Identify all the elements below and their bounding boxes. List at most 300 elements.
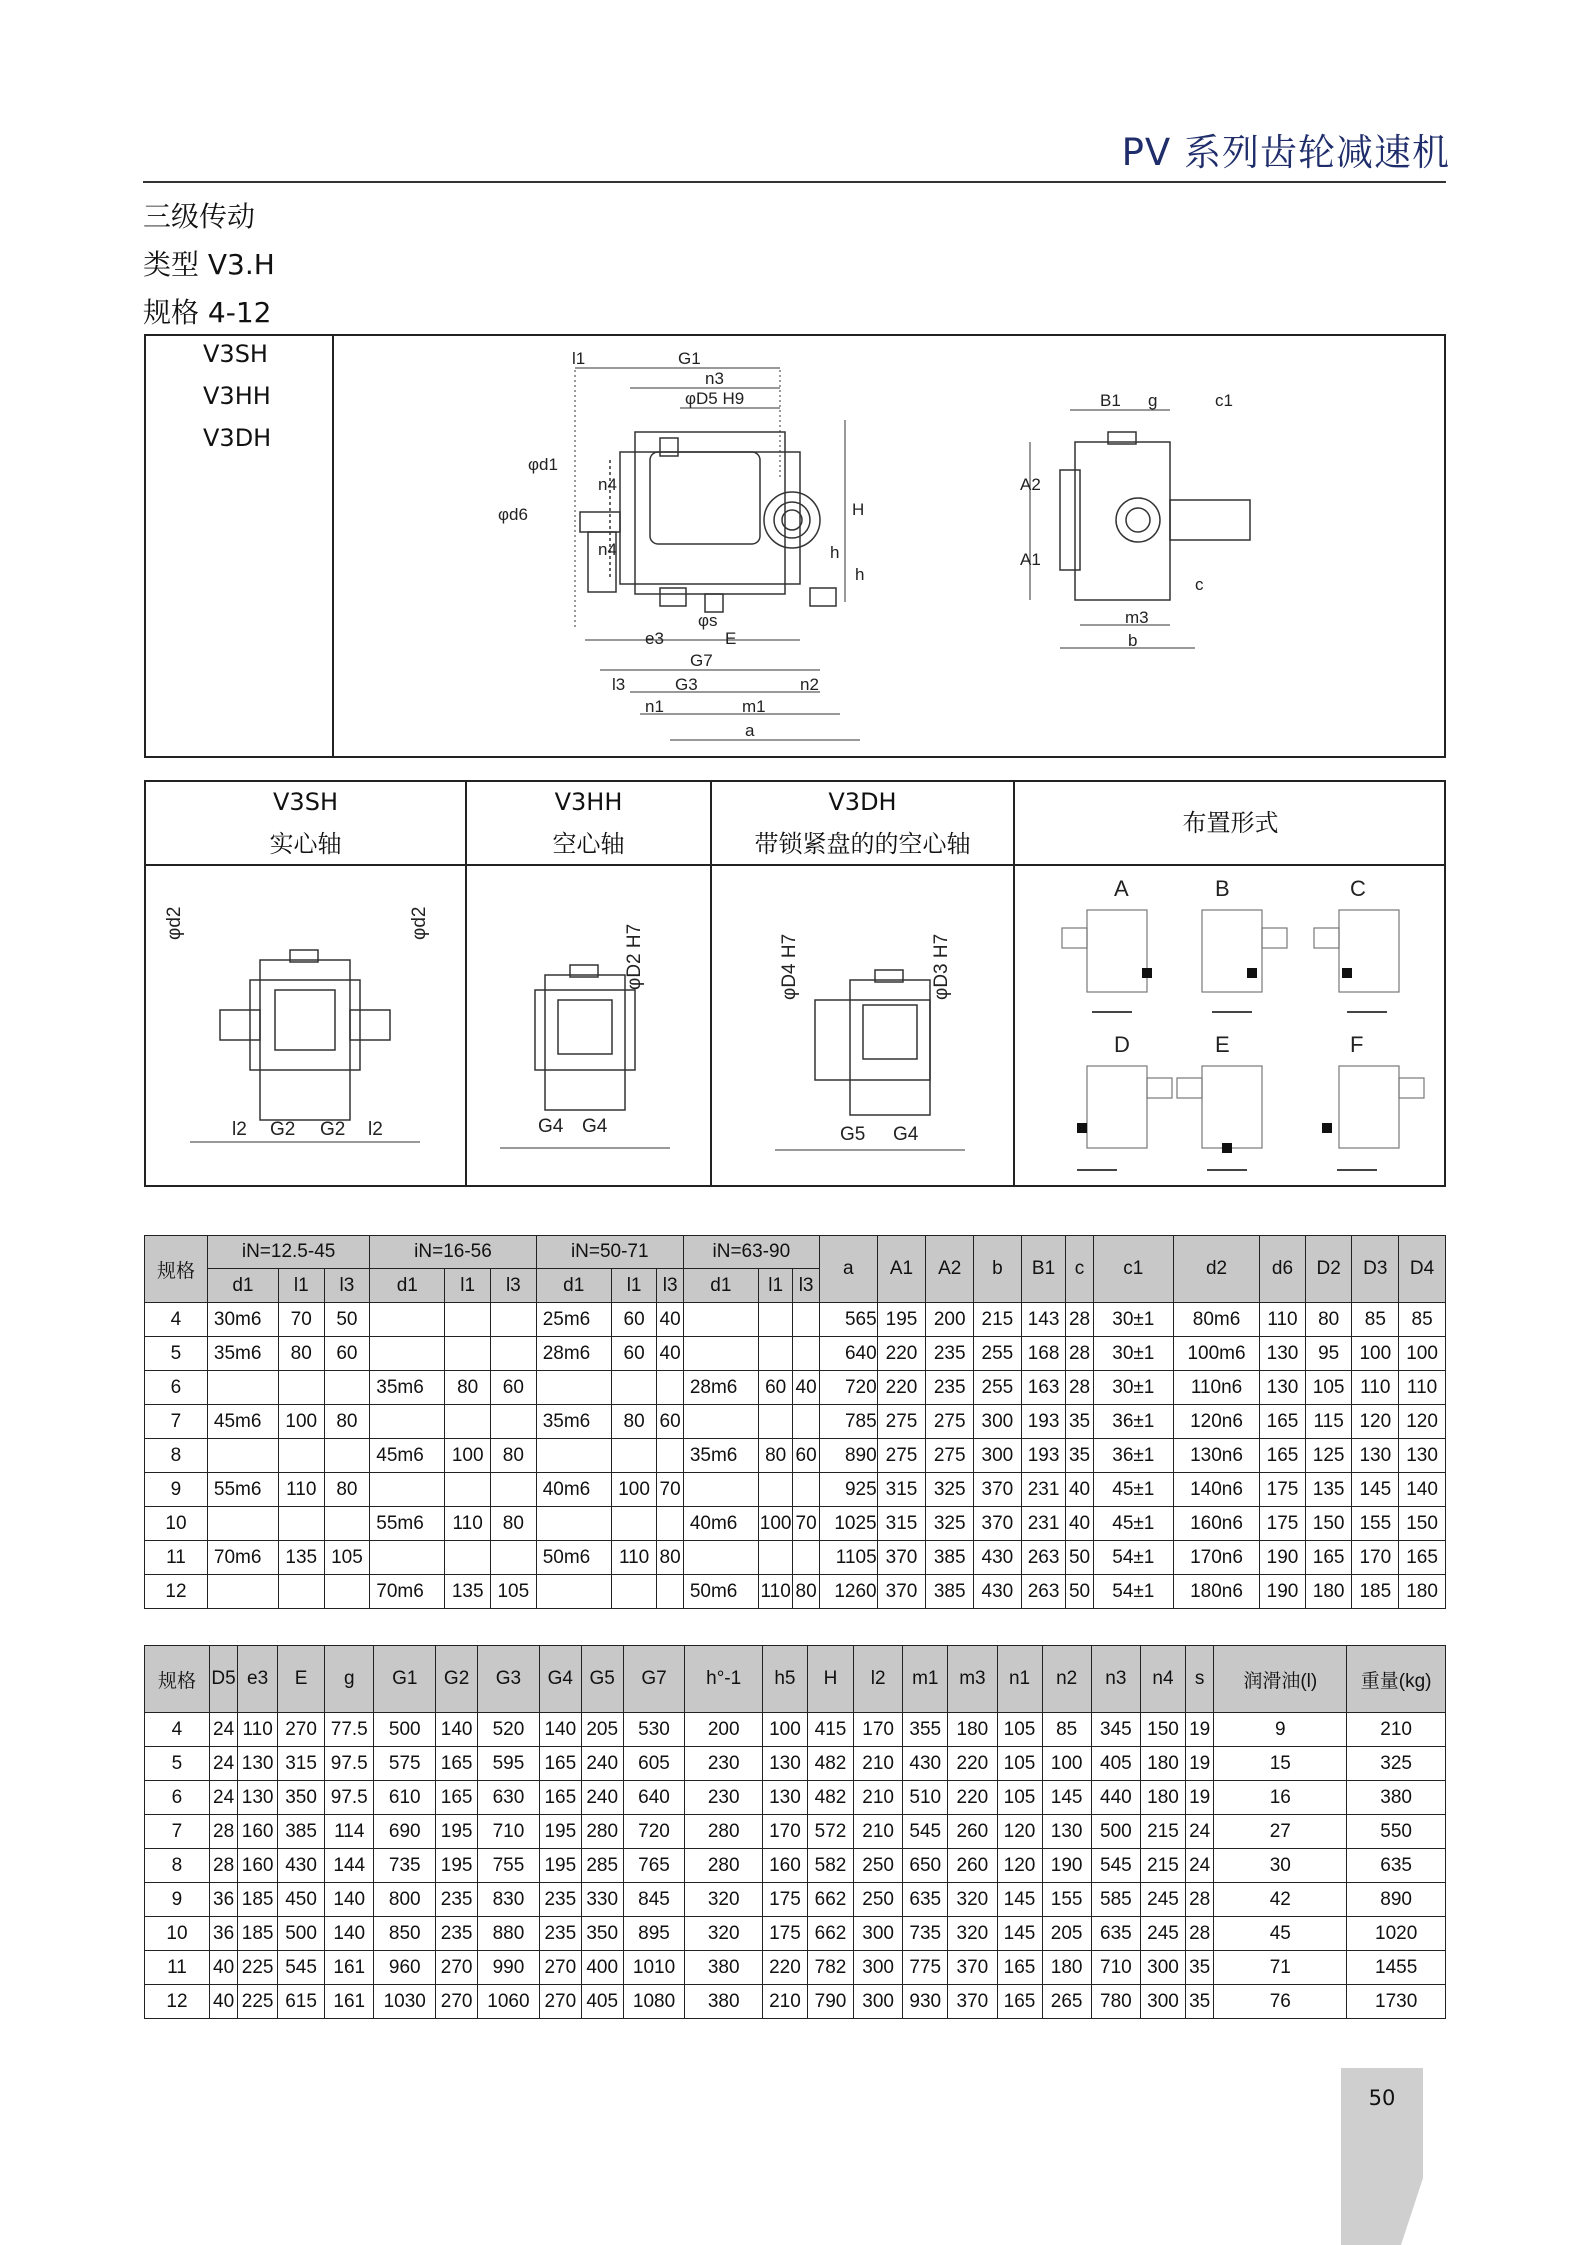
table-cell [370,1473,445,1507]
table-cell: 220 [948,1747,997,1781]
col-header: A2 [926,1236,974,1303]
table-cell: 85 [1042,1713,1091,1747]
dim-label: G2 [320,1119,346,1140]
table-cell: 800 [374,1883,436,1917]
table-cell: 130 [762,1781,807,1815]
table-cell: 325 [1347,1747,1446,1781]
table-cell: 545 [1091,1849,1140,1883]
table-cell: 36 [209,1917,237,1951]
table-cell: 250 [854,1883,903,1917]
table-cell: 40 [1066,1473,1093,1507]
table-cell: 630 [478,1781,540,1815]
table-cell: 30±1 [1093,1371,1173,1405]
table-cell: 195 [539,1815,581,1849]
table-cell: 440 [1091,1781,1140,1815]
table-cell [758,1473,793,1507]
col-header: a [819,1236,877,1303]
table-cell: 270 [539,1951,581,1985]
table-cell: 195 [539,1849,581,1883]
table-cell: 990 [478,1951,540,1985]
table-cell: 175 [762,1883,807,1917]
table-cell: 1455 [1347,1951,1446,1985]
dimension-table-2 [144,1645,1446,2019]
table-row [145,1849,1446,1883]
table-cell: 110 [1352,1371,1399,1405]
table-cell: 42 [1214,1883,1347,1917]
table-cell: 150 [1305,1507,1352,1541]
col-header: E [278,1646,325,1713]
table-cell: 210 [762,1985,807,2019]
sub-header: l3 [793,1269,819,1303]
table-cell: 235 [926,1337,974,1371]
table-cell: 24 [209,1747,237,1781]
table-cell: 130 [238,1781,278,1815]
dim-label: G4 [538,1116,564,1137]
table-cell: 7 [145,1815,210,1849]
table-cell: 205 [581,1713,623,1747]
table-cell: 500 [278,1917,325,1951]
table-cell: 300 [854,1917,903,1951]
table-cell: 1260 [819,1575,877,1609]
layout-letter: B [1215,876,1230,901]
dim-label: g [1148,391,1158,410]
table-cell: 585 [1091,1883,1140,1917]
table-cell: 775 [903,1951,948,1985]
table-row [145,1439,1446,1473]
table-cell: 110 [758,1575,793,1609]
table-cell: 16 [1214,1781,1347,1815]
table-cell: 50m6 [536,1541,611,1575]
sub-header: l3 [491,1269,537,1303]
table-cell: 160 [238,1815,278,1849]
table-cell: 960 [374,1951,436,1985]
table-cell [758,1541,793,1575]
table-cell: 780 [1091,1985,1140,2019]
table-cell: 50m6 [683,1575,758,1609]
table-cell: 565 [819,1303,877,1337]
table-cell: 9 [1214,1713,1347,1747]
table-cell: 185 [238,1883,278,1917]
table-cell: 4 [145,1303,208,1337]
gearbox-front-view [480,340,880,750]
table-cell: 77.5 [325,1713,374,1747]
table-cell: 430 [903,1747,948,1781]
table-cell: 240 [581,1781,623,1815]
table-cell: 575 [374,1747,436,1781]
table-cell: 130n6 [1173,1439,1259,1473]
table-cell: 85 [1399,1303,1446,1337]
table-cell [207,1439,278,1473]
table-cell: 605 [623,1747,685,1781]
table-cell: 30m6 [207,1303,278,1337]
layout-letter: E [1215,1032,1230,1057]
col-header: B1 [1021,1236,1066,1303]
table-cell: 163 [1021,1371,1066,1405]
table-cell: 300 [854,1951,903,1985]
table-cell: 54±1 [1093,1575,1173,1609]
table-cell: 165 [539,1781,581,1815]
dim-label: A1 [1020,550,1041,569]
table-cell: 300 [974,1405,1022,1439]
sub-header: d1 [207,1269,278,1303]
table-cell: 145 [997,1883,1042,1917]
table-cell: 105 [997,1781,1042,1815]
table-cell: 220 [877,1337,926,1371]
table-cell: 210 [854,1815,903,1849]
table-cell: 185 [1352,1575,1399,1609]
table-cell: 35 [1186,1951,1214,1985]
table-cell: 325 [926,1507,974,1541]
dim-label: G7 [690,651,713,670]
table-cell: 255 [974,1371,1022,1405]
table-cell: 662 [807,1883,853,1917]
table-cell: 275 [926,1405,974,1439]
table-cell: 255 [974,1337,1022,1371]
dimension-table-1 [144,1235,1446,1609]
table-cell: 845 [623,1883,685,1917]
col-header: e3 [238,1646,278,1713]
table-cell [370,1303,445,1337]
dim-label: m1 [742,697,766,716]
table-cell: 40m6 [536,1473,611,1507]
dim-label: l3 [612,675,626,694]
table-cell: 370 [877,1541,926,1575]
table-cell: 275 [926,1439,974,1473]
table-cell: 782 [807,1951,853,1985]
dim-label: B1 [1100,391,1121,410]
dim-label: b [1128,631,1138,650]
table-cell: 35m6 [683,1439,758,1473]
table-cell: 30±1 [1093,1303,1173,1337]
table-cell: 263 [1021,1541,1066,1575]
table-cell: 35 [1186,1985,1214,2019]
col-header: m1 [903,1646,948,1713]
table-cell: 635 [1091,1917,1140,1951]
table-cell: 180 [1042,1951,1091,1985]
table-cell: 85 [1352,1303,1399,1337]
table-cell: 482 [807,1747,853,1781]
table-cell: 280 [685,1849,763,1883]
table-cell: 120 [997,1849,1042,1883]
table-cell: 110n6 [1173,1371,1259,1405]
table-cell: 110 [1399,1371,1446,1405]
table-cell [683,1541,758,1575]
table-cell: 195 [877,1303,926,1337]
table-cell: 165 [1399,1541,1446,1575]
table-cell: 545 [278,1951,325,1985]
table-cell: 130 [762,1747,807,1781]
table-cell: 55m6 [370,1507,445,1541]
table-cell: 430 [974,1575,1022,1609]
table-cell: 230 [685,1747,763,1781]
table-cell: 320 [685,1883,763,1917]
table-cell: 60 [793,1439,819,1473]
table-row [145,1985,1446,2019]
table-cell: 130 [1260,1337,1306,1371]
sub-header: d1 [370,1269,445,1303]
table-cell: 180 [1305,1575,1352,1609]
table-cell [370,1405,445,1439]
table-row [145,1303,1446,1337]
table-cell: 1060 [478,1985,540,2019]
sub-header: l1 [611,1269,657,1303]
table-cell: 35m6 [370,1371,445,1405]
table-cell: 45 [1214,1917,1347,1951]
table-cell [793,1337,819,1371]
table-cell: 10 [145,1507,208,1541]
table-cell: 4 [145,1713,210,1747]
col-header: s [1186,1646,1214,1713]
dim-label: φd2 [409,906,430,940]
spec-transmission: 三级传动 [143,200,256,233]
table-cell: 5 [145,1747,210,1781]
table-cell: 230 [685,1781,763,1815]
col-header: D3 [1352,1236,1399,1303]
table-cell: 15 [1214,1747,1347,1781]
table-cell: 130 [1260,1371,1306,1405]
table-cell: 200 [685,1713,763,1747]
table-cell: 200 [926,1303,974,1337]
col-header: G1 [374,1646,436,1713]
table-cell: 80 [1305,1303,1352,1337]
table-cell: 140 [436,1713,478,1747]
col-header: G3 [478,1646,540,1713]
table-cell [657,1507,683,1541]
table-cell: 70 [657,1473,683,1507]
sub-header: d1 [683,1269,758,1303]
table-cell: 143 [1021,1303,1066,1337]
table-cell: 135 [445,1575,491,1609]
table-cell: 70m6 [370,1575,445,1609]
page-title: PV 系列齿轮减速机 [1121,131,1450,174]
table-cell: 27 [1214,1815,1347,1849]
table-cell: 430 [278,1849,325,1883]
table-cell: 11 [145,1951,210,1985]
table-cell [491,1303,537,1337]
table-cell: 35m6 [536,1405,611,1439]
dim-label: φd1 [528,455,558,474]
table-cell: 1030 [374,1985,436,2019]
table-cell: 9 [145,1883,210,1917]
table-cell: 1020 [1347,1917,1446,1951]
table-cell: 30±1 [1093,1337,1173,1371]
dim-label: l1 [572,349,586,368]
col-header: n4 [1140,1646,1185,1713]
table-cell [445,1473,491,1507]
table-cell: 350 [278,1781,325,1815]
table-cell: 40 [657,1337,683,1371]
table-cell: 40 [209,1951,237,1985]
table-cell: 45m6 [207,1405,278,1439]
table-cell: 120 [1399,1405,1446,1439]
table-cell: 95 [1305,1337,1352,1371]
table-cell [278,1507,324,1541]
table-cell: 45m6 [370,1439,445,1473]
sub-header: l1 [278,1269,324,1303]
variant-label: V3SH [203,340,268,368]
table-cell: 36±1 [1093,1405,1173,1439]
table-cell: 80 [445,1371,491,1405]
col-header: h5 [762,1646,807,1713]
table-cell: 1080 [623,1985,685,2019]
table-cell: 193 [1021,1439,1066,1473]
table-cell: 50 [324,1303,370,1337]
layout-letter: C [1350,876,1366,901]
table-cell: 145 [1042,1781,1091,1815]
table-cell: 165 [1260,1439,1306,1473]
table-cell: 370 [974,1507,1022,1541]
table-cell: 105 [997,1747,1042,1781]
table-cell [536,1371,611,1405]
table-cell [793,1303,819,1337]
v3dh-drawing [715,870,1010,1180]
table-row [145,1575,1446,1609]
table-cell: 270 [436,1985,478,2019]
table-cell: 36 [209,1883,237,1917]
table-cell: 270 [278,1713,325,1747]
group-header: iN=12.5-45 [207,1236,369,1269]
col-header: G7 [623,1646,685,1713]
group-header: iN=50-71 [536,1236,683,1269]
table-cell: 130 [1399,1439,1446,1473]
table-cell [207,1507,278,1541]
table-cell: 115 [1305,1405,1352,1439]
table-cell: 105 [491,1575,537,1609]
table-cell: 140 [539,1713,581,1747]
table-cell [278,1439,324,1473]
table-cell: 165 [1260,1405,1306,1439]
table-cell: 315 [278,1747,325,1781]
table-cell [491,1337,537,1371]
table-cell: 190 [1260,1575,1306,1609]
table-cell: 325 [926,1473,974,1507]
dim-label: A2 [1020,475,1041,494]
variant-header-v3dh [712,781,1013,865]
table-cell [611,1507,657,1541]
table-cell: 150 [1399,1507,1446,1541]
table-cell: 385 [278,1815,325,1849]
table-cell: 270 [539,1985,581,2019]
table-cell: 890 [1347,1883,1446,1917]
table-cell: 24 [209,1781,237,1815]
table-cell: 165 [436,1747,478,1781]
table-cell: 520 [478,1713,540,1747]
table-cell: 405 [581,1985,623,2019]
group-header: iN=63-90 [683,1236,819,1269]
table-cell: 210 [854,1747,903,1781]
col-header: n3 [1091,1646,1140,1713]
table-cell: 19 [1186,1747,1214,1781]
dim-label: l2 [232,1119,247,1140]
table-cell: 100 [1352,1337,1399,1371]
table-cell: 155 [1042,1883,1091,1917]
table-cell [683,1337,758,1371]
table-cell: 180 [948,1713,997,1747]
table-cell: 100 [445,1439,491,1473]
table-cell: 80 [278,1337,324,1371]
table-cell: 140 [325,1917,374,1951]
table-cell: 190 [1042,1849,1091,1883]
table-cell: 735 [374,1849,436,1883]
table-cell: 100 [1042,1747,1091,1781]
table-cell: 120 [1352,1405,1399,1439]
table-cell: 175 [1260,1507,1306,1541]
table-cell: 80 [324,1405,370,1439]
dim-label: E [725,629,737,648]
table-cell: 245 [1140,1917,1185,1951]
table-cell: 100 [611,1473,657,1507]
group-header: iN=16-56 [370,1236,536,1269]
col-header: G2 [436,1646,478,1713]
table-cell: 220 [877,1371,926,1405]
dim-label: l2 [368,1119,383,1140]
dim-label: φD3 H7 [931,933,952,1000]
dim-label: φd2 [164,906,185,940]
table-cell: 8 [145,1439,208,1473]
table-cell: 168 [1021,1337,1066,1371]
table-cell [370,1337,445,1371]
sub-header: d1 [536,1269,611,1303]
col-header: c1 [1093,1236,1173,1303]
table-cell: 160 [238,1849,278,1883]
table-cell: 1730 [1347,1985,1446,2019]
table-cell: 80m6 [1173,1303,1259,1337]
variant-header-v3hh [467,781,710,865]
table-cell: 545 [903,1815,948,1849]
table-cell: 140 [1399,1473,1446,1507]
table-cell: 170 [1352,1541,1399,1575]
table-cell [324,1575,370,1609]
col-header: G5 [581,1646,623,1713]
table-cell: 285 [581,1849,623,1883]
table-cell: 300 [854,1985,903,2019]
variant-name: 实心轴 [269,830,342,858]
table-cell: 385 [926,1575,974,1609]
table-cell: 380 [685,1951,763,1985]
table-cell: 300 [974,1439,1022,1473]
table-cell: 28 [1186,1883,1214,1917]
table-cell: 35 [1066,1405,1093,1439]
table-cell: 235 [436,1917,478,1951]
table-cell: 790 [807,1985,853,2019]
table-cell: 28 [209,1815,237,1849]
v3hh-drawing [470,870,706,1180]
col-header: D5 [209,1646,237,1713]
table-cell: 28 [1066,1371,1093,1405]
table-cell: 190 [1260,1541,1306,1575]
table-cell [445,1303,491,1337]
table-cell: 572 [807,1815,853,1849]
dim-label: φs [698,611,718,630]
dim-label: G5 [840,1124,866,1145]
table-cell [324,1371,370,1405]
table-cell [793,1473,819,1507]
table-cell: 220 [762,1951,807,1985]
table-cell [207,1575,278,1609]
col-header: 规格 [145,1236,208,1303]
table-cell: 205 [1042,1917,1091,1951]
table-row [145,1815,1446,1849]
table-cell: 510 [903,1781,948,1815]
table-cell: 193 [1021,1405,1066,1439]
table-cell: 135 [278,1541,324,1575]
table-cell: 10 [145,1917,210,1951]
variant-code: V3HH [554,788,623,816]
table-cell: 195 [436,1849,478,1883]
col-header: 润滑油(l) [1214,1646,1347,1713]
table-cell: 240 [581,1747,623,1781]
col-header: d2 [1173,1236,1259,1303]
